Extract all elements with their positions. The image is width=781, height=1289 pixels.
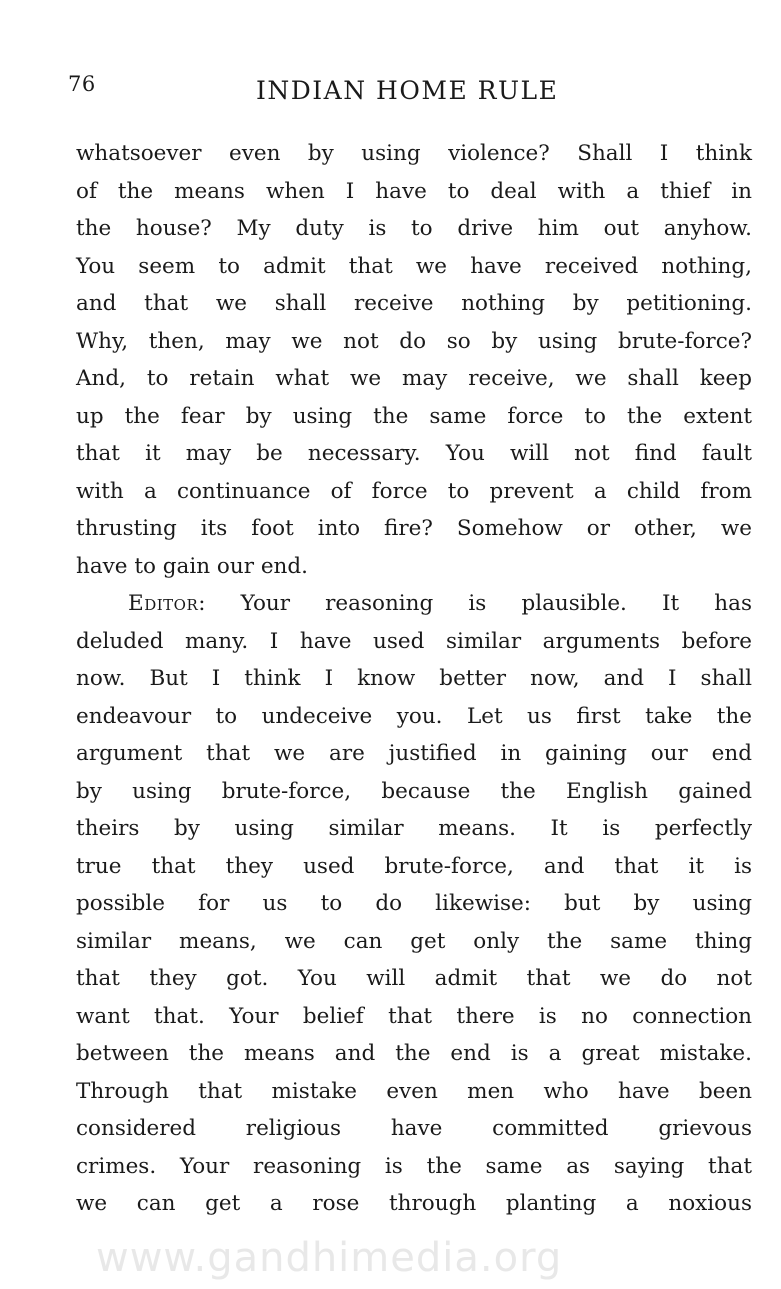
text-line: crimes. Your reasoning is the same as saying that bbox=[76, 1153, 752, 1179]
page-number: 76 bbox=[68, 72, 96, 96]
text-line: between the means and the end is a great mistake. bbox=[76, 1041, 752, 1066]
text-line: the house? My duty is to drive him out anyhow. bbox=[76, 216, 752, 241]
text-line: endeavour to undeceive you. Let us first take the bbox=[76, 703, 752, 729]
text-line: now. But I think I know better now, and I shall bbox=[76, 666, 752, 691]
text-line: have to gain our end. bbox=[76, 553, 308, 579]
body-text bbox=[76, 135, 752, 1223]
text-line: argument that we are justified in gaining our end bbox=[76, 741, 752, 766]
text-line: that it may be necessary. You will not find fault bbox=[76, 441, 752, 466]
text-line: up the fear by using the same force to the extent bbox=[76, 403, 752, 429]
paragraph-1 bbox=[76, 135, 752, 585]
text-line: true that they used brute-force, and that it is bbox=[76, 853, 752, 879]
text-line: considered religious have committed grievous bbox=[76, 1116, 752, 1141]
text-line: And, to retain what we may receive, we shall keep bbox=[76, 366, 752, 391]
text-line: want that. Your belief that there is no connection bbox=[76, 1003, 752, 1029]
text-line: Through that mistake even men who have been bbox=[76, 1078, 752, 1104]
speaker-line-text: : Your reasoning is plausible. It has bbox=[198, 591, 752, 616]
text-line: and that we shall receive nothing by petitioning. bbox=[76, 291, 752, 316]
running-header bbox=[0, 72, 781, 112]
text-line: by using brute-force, because the English gained bbox=[76, 778, 752, 804]
text-line: deluded many. I have used similar arguments before bbox=[76, 628, 752, 654]
text-line: whatsoever even by using violence? Shall I think bbox=[76, 141, 752, 166]
paragraph-2 bbox=[76, 585, 752, 1223]
text-line: of the means when I have to deal with a thief in bbox=[76, 178, 752, 204]
running-title: INDIAN HOME RULE bbox=[256, 76, 559, 105]
speaker-label: Editor bbox=[128, 591, 199, 616]
text-line: with a continuance of force to prevent a child from bbox=[76, 478, 752, 504]
text-line: similar means, we can get only the same thing bbox=[76, 928, 752, 954]
text-line: You seem to admit that we have received nothing, bbox=[76, 253, 752, 279]
text-line: possible for us to do likewise: but by using bbox=[76, 891, 752, 916]
text-line: thrusting its foot into fire? Somehow or other, we bbox=[76, 516, 752, 541]
text-line bbox=[76, 585, 752, 623]
text-line: theirs by using similar means. It is perfectly bbox=[76, 816, 752, 841]
text-line: that they got. You will admit that we do not bbox=[76, 966, 752, 991]
text-line: we can get a rose through planting a noxious bbox=[76, 1191, 752, 1216]
text-line: Why, then, may we not do so by using brute-force? bbox=[76, 328, 752, 354]
watermark: www.gandhimedia.org bbox=[96, 1235, 563, 1281]
